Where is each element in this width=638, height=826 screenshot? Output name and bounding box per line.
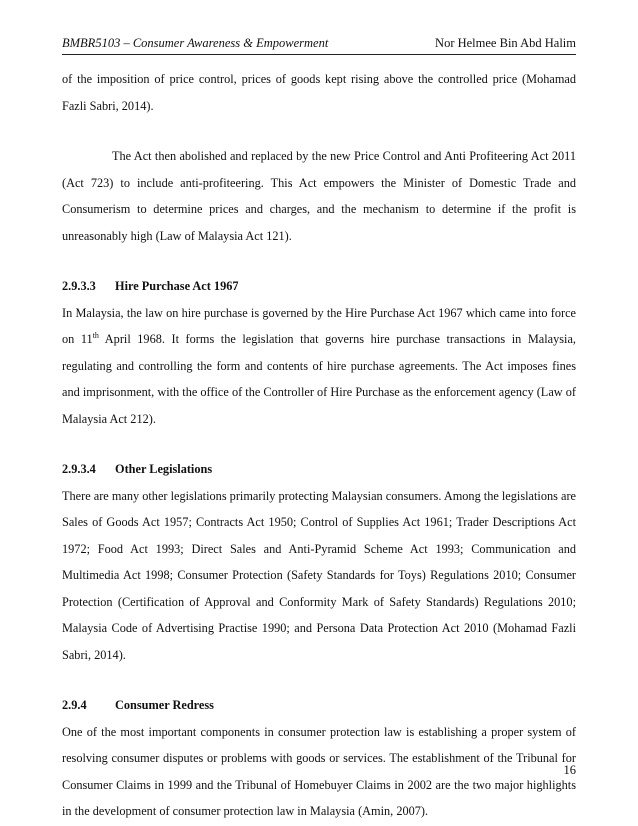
header-author: Nor Helmee Bin Abd Halim (435, 36, 576, 50)
section-title: Consumer Redress (115, 698, 214, 712)
page-body (62, 66, 576, 825)
section-number: 2.9.3.4 (62, 462, 96, 476)
paragraph-hire-purchase (62, 300, 576, 433)
section-heading-other-legislations (62, 456, 576, 483)
section-number: 2.9.3.3 (62, 279, 96, 293)
section-heading-hire-purchase (62, 273, 576, 300)
section-title: Other Legislations (115, 462, 213, 476)
section-number: 2.9.4 (62, 698, 87, 712)
paragraph-price-control-continued: of the imposition of price control, prices of goods kept rising above the controlled price (Mohamad Fazli Sabri, 2014). (62, 72, 576, 113)
paragraph-other-legislations: There are many other legislations primarily protecting Malaysian consumers. Among the legislations are Sales of Goods Act 1957; Contracts Act 1950; Control of Supplies Act 1961; Trader Descriptions Act 1972; Food Act 1993; Direct Sales and Anti-Pyramid Scheme Act 1993; Communication and Multimedia Act 1998; Consumer Protection (Safety Standards for Toys) Regulations 2010; Consumer Protection (Certification of Approval and Conformity Mark of Safety Standards) Regulations 2010; Malaysia Code of Advertising Practise 1990; and Persona Data Protection Act 2010 (Mohamad Fazli Sabri, 2014). (62, 488, 576, 662)
header-course-title: BMBR5103 – Consumer Awareness & Empowerment (62, 36, 329, 50)
section-title: Hire Purchase Act 1967 (115, 279, 239, 293)
page-header (62, 36, 576, 55)
ordinal-superscript: th (92, 330, 99, 340)
section-heading-consumer-redress (62, 692, 576, 719)
paragraph-consumer-redress: One of the most important components in consumer protection law is establishing a proper system of resolving consumer disputes or problems with goods or services. The establishment of the Tribunal for Consumer Claims in 1999 and the Tribunal of Homebuyer Claims in 2002 are the two major highlights in the development of consumer protection law in Malaysia (Amin, 2007). (62, 724, 576, 818)
paragraph-anti-profiteering: The Act then abolished and replaced by the new Price Control and Anti Profiteering Act 2011 (Act 723) to include anti-profiteering. This Act empowers the Minister of Domestic Trade and Consumerism to determine prices and charges, and the mechanism to determine if the profit is unreasonably high (Law of Malaysia Act 121). (62, 149, 576, 243)
paragraph-text: In Malaysia, the law on hire purchase is governed by the Hire Purchase Act 1967 which came into force on 11 (62, 305, 576, 346)
page-number: 16 (563, 763, 576, 777)
paragraph-text: April 1968. It forms the legislation that governs hire purchase transactions in Malaysia, regulating and controlling the form and contents of hire purchase agreements. The Act imposes fines and imprisonment, with the office of the Controller of Hire Purchase as the enforcement agency (Law of Malaysia Act 212). (62, 332, 577, 426)
